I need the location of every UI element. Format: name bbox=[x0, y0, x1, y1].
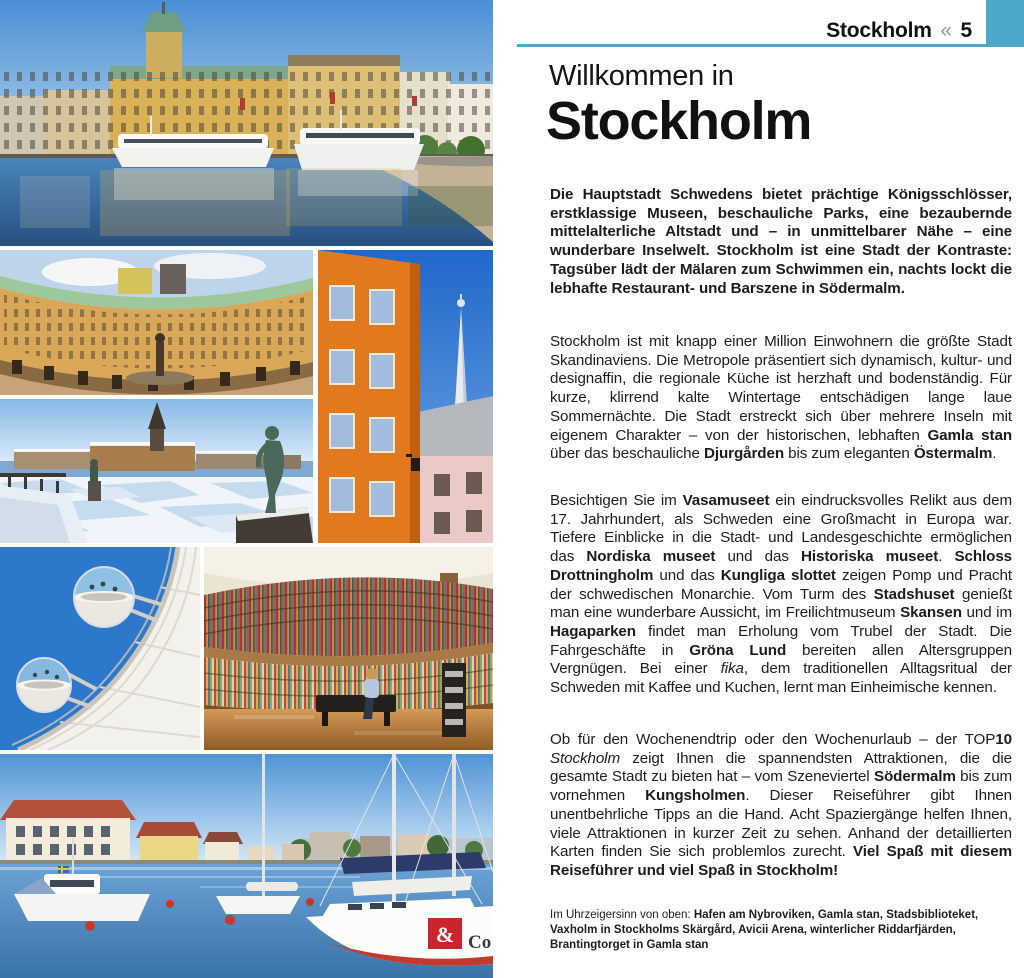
small-statue bbox=[90, 466, 98, 482]
riddarholmen-church bbox=[150, 427, 164, 451]
photo-caption: Im Uhrzeigersinn von oben: Hafen am Nybroviken, Gamla stan, Stadsbiblioteket, Vaxholm in Stockholms Skärgård, Avicii Arena, winterlicher Riddarfjärden, Brantingtorget in Gamla stan bbox=[550, 909, 979, 951]
page-header bbox=[826, 19, 972, 43]
svg-text:&: & bbox=[435, 922, 455, 947]
bench bbox=[316, 695, 396, 712]
fountain-statue bbox=[156, 342, 164, 376]
page-title: Stockholm bbox=[546, 91, 812, 151]
page-number: 5 bbox=[960, 19, 972, 42]
sights-paragraph: Besichtigen Sie im Vasamuseet ein eindrucksvolles Relikt aus dem 17. Jahrhundert, als Schweden eine Großmacht in Europa war. Tiefere Einblicke in die Stadt- und Landesgeschichte ermöglichen das Nordiska museet und das Historiska museet. Schloss Drottningholm und das Kungliga slottet zeigen Pomp und Pracht der schwedischen Monarchie. Vom Turm des Stadshuset genießt man eine wunderbare Aussicht, im Freilichtmuseum Skansen und im Hagaparken findet man Erholung vom Trubel der Stadt. Die Fahrgeschäfte in Gröna Lund bereiten allen Altersgruppen Vergnügen. Bei einer fika, dem traditionellen Alltagsritual der Schweden mit Kaffee und Kuchen, lernt man Einheimische kennen. bbox=[550, 492, 1013, 697]
photo-stadsbiblioteket-interior bbox=[204, 547, 493, 750]
photo-winter-riddarfjarden bbox=[0, 399, 313, 543]
city-paragraph: Stockholm ist mit knapp einer Million Einwohnern die größte Stadt Skandinaviens. Die Metropole präsentiert sich dynamisch, kultur- und designaffin, die regionale Küche ist herzhaft und bodenständig. Für kurze, klirrend kalte Wintertage entschädigen lange laue Sommernächte. Die Stadt erstreckt sich über mehrere Inseln mit eigenem Charakter – von der historischen, lebhaften Gamla stan über das beschauliche Djurgården bis zum eleganten Östermalm. bbox=[550, 333, 1012, 463]
guide-paragraph: Ob für den Wochenendtrip oder den Wochenurlaub – der TOP10 Stockholm zeigt Ihnen die spannendsten Attraktionen, die die gesamte Stadt zu bieten hat – vom Szeneviertel Södermalm bis zum vornehmen Kungsholmen. Dieser Reiseführer gibt Ihnen unentbehrliche Tipps an die Hand. Acht Spaziergänge helfen Ihnen, viele Attraktionen in kurzer Zeit zu sehen. Anhand der detaillierten Karten finden Sie sich problemlos zurecht. Viel Spaß mit diesem Reiseführer und viel Spaß in Stockholm! bbox=[550, 731, 1012, 879]
photo-gamla-stan-street bbox=[318, 250, 493, 543]
street-lantern bbox=[411, 458, 420, 471]
red-roof bbox=[0, 800, 136, 820]
header-section-label: Stockholm bbox=[826, 19, 932, 42]
photo-nybroviken-harbor bbox=[0, 0, 493, 246]
guillemet-icon: « bbox=[940, 19, 952, 42]
photo-avicii-arena-skyview bbox=[0, 547, 200, 750]
intro-paragraph: Die Hauptstadt Schwedens bietet prächtige Königsschlösser, erstklassige Museen, beschauliche Parks, eine bezaubernde mittelalterliche Altstadt und – in unmittelbarer Nähe – eine wunderbare Inselwelt. Stockholm ist eine Stadt der Kontraste: Tagsüber lädt der Mälaren zum Schwimmen ein, nachts lockt die lebhafte Restaurant- und Barszene in Södermalm. bbox=[550, 186, 1012, 297]
photo-brantingtorget-courtyard bbox=[0, 250, 313, 395]
header-rule bbox=[517, 44, 1024, 47]
title-kicker: Willkommen in bbox=[549, 60, 734, 92]
photo-vaxholm-harbor bbox=[0, 754, 493, 978]
upper-book-tier bbox=[204, 577, 493, 656]
svg-text:Co: Co bbox=[468, 932, 492, 953]
header-corner-block bbox=[986, 0, 1024, 44]
